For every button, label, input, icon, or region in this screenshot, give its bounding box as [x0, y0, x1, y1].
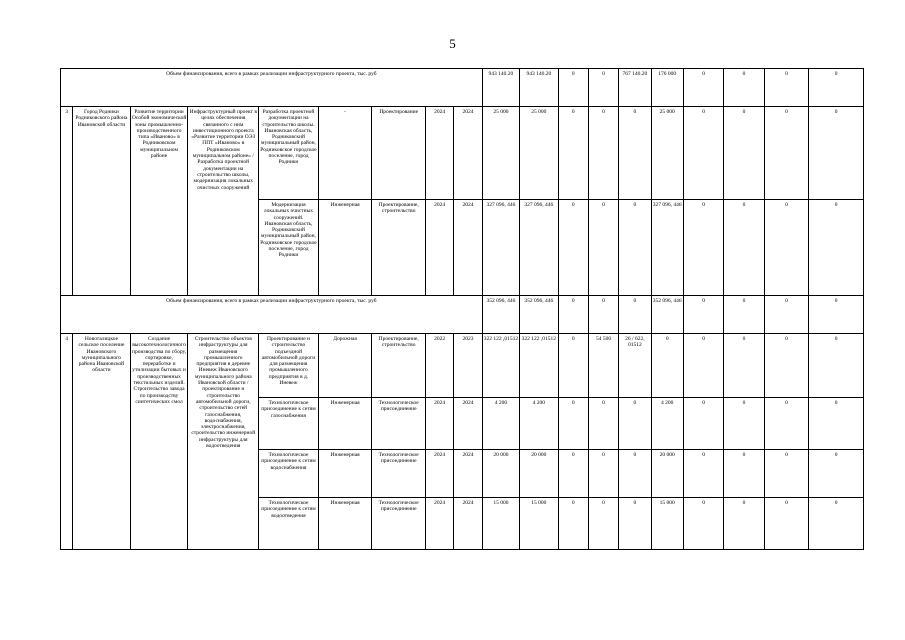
value-cell: 0 — [619, 450, 651, 498]
value-cell: 0 — [588, 200, 618, 296]
event-name-cell: Технологическое присоединение к сетям водоотведения — [259, 498, 319, 550]
value-cell: 0 — [588, 69, 618, 107]
value-cell: 0 — [588, 450, 618, 498]
value-cell: 0 — [809, 296, 864, 334]
event-name-cell: Технологическое присоединение к сетям водоснабжения — [259, 450, 319, 498]
end-year-cell: 2024 — [454, 200, 482, 296]
event-name-cell: Разработка проектной документации на строительство школы. Ивановская область, Родниковский муниципальный район, Родниковское городское поселение, город Родники — [259, 107, 319, 200]
start-year-cell: 2024 — [425, 498, 453, 550]
value-cell: 0 — [558, 334, 588, 398]
value-cell: 0 — [764, 334, 808, 398]
value-cell: 0 — [724, 200, 764, 296]
event-name-cell: Проектирование и строительство подъездной автомобильной дороги для размещения промышленного предприятия в д. Иневеж — [259, 334, 319, 398]
value-cell: 20 000 — [482, 450, 519, 498]
start-year-cell: 2024 — [425, 107, 453, 200]
event-type-cell: Инженерная — [318, 398, 372, 450]
value-cell: 0 — [724, 69, 764, 107]
value-cell: 0 — [764, 107, 808, 200]
value-cell: 4 200 — [651, 398, 683, 450]
value-cell: 0 — [558, 200, 588, 296]
value-cell: 0 — [558, 296, 588, 334]
value-cell: 0 — [809, 69, 864, 107]
value-cell: 0 — [558, 107, 588, 200]
summary-label: Объем финансирования, всего в рамках реализации инфраструктурного проекта, тыс. руб — [61, 296, 483, 334]
value-cell: 0 — [809, 398, 864, 450]
page-number: 5 — [449, 36, 456, 51]
end-year-cell: 2024 — [454, 450, 482, 498]
work-type-cell: Технологическое присоединение — [372, 498, 426, 550]
project-name-cell: Развитие территории Особой экономической зоны промышленно-производственного типа «Иваново» в Родниковском муниципальном районе — [130, 107, 188, 296]
value-cell: 54 500 — [588, 334, 618, 398]
value-cell: 0 — [724, 107, 764, 200]
event-type-cell: - — [318, 107, 372, 200]
value-cell: 0 — [558, 69, 588, 107]
table-row — [61, 107, 864, 200]
summary-row — [61, 69, 864, 107]
value-cell: 0 — [724, 450, 764, 498]
work-type-cell: Проектирование, строительство — [372, 334, 426, 398]
value-cell: 0 — [764, 296, 808, 334]
work-type-cell: Проектирование, строительство — [372, 200, 426, 296]
value-cell: 15 000 — [520, 498, 558, 550]
value-cell: 0 — [724, 334, 764, 398]
row-number: 3 — [61, 107, 73, 296]
value-cell: 0 — [683, 450, 723, 498]
work-type-cell: Технологическое присоединение — [372, 450, 426, 498]
value-cell: 0 — [764, 69, 808, 107]
value-cell: 322 122 ,01512 — [520, 334, 558, 398]
event-type-cell: Инженерная — [318, 200, 372, 296]
value-cell: 0 — [683, 334, 723, 398]
financing-table — [60, 68, 864, 550]
value-cell: 4 200 — [482, 398, 519, 450]
value-cell: 327 096, 446 — [651, 200, 683, 296]
value-cell: 0 — [588, 498, 618, 550]
start-year-cell: 2024 — [425, 398, 453, 450]
value-cell: 15 000 — [482, 498, 519, 550]
event-type-cell: Дорожная — [318, 334, 372, 398]
value-cell: 0 — [619, 200, 651, 296]
value-cell: 0 — [809, 107, 864, 200]
start-year-cell: 2024 — [425, 450, 453, 498]
value-cell: 15 000 — [651, 498, 683, 550]
end-year-cell: 2024 — [454, 498, 482, 550]
value-cell: 0 — [588, 398, 618, 450]
value-cell: 0 — [683, 296, 723, 334]
value-cell: 352 096, 446 — [482, 296, 519, 334]
value-cell: 0 — [809, 498, 864, 550]
value-cell: 0 — [809, 334, 864, 398]
value-cell: 0 — [588, 296, 618, 334]
value-cell: 0 — [724, 398, 764, 450]
table-row — [61, 334, 864, 398]
value-cell: 0 — [764, 398, 808, 450]
event-name-cell: Технологическое присоединение к сетям газоснабжения — [259, 398, 319, 450]
end-year-cell: 2024 — [454, 398, 482, 450]
value-cell: 0 — [683, 69, 723, 107]
value-cell: 0 — [809, 200, 864, 296]
value-cell: 943 140.20 — [482, 69, 519, 107]
value-cell: 0 — [558, 450, 588, 498]
event-type-cell: Инженерная — [318, 498, 372, 550]
project-name-cell: Создание высокотехнологичного производства по сбору, сортировке, переработке и утилизации бытовых и производственных текстильных изделий. Строительство завода по производству синтетических смол — [130, 334, 188, 550]
infrastructure-project-cell: Строительство объектов инфраструктуры для размещения промышленного предприятия в деревне Иневеж Ивановского муниципального района Ивановской области / проектирование и строительство автомобильной дороги, строительство сетей газоснабжения, водоснабжения, электроснабжения, строительство инженерной инфраструктуры для водоотведения — [188, 334, 259, 550]
value-cell: 0 — [724, 498, 764, 550]
value-cell: 0 — [809, 450, 864, 498]
value-cell: 0 — [764, 450, 808, 498]
value-cell: 0 — [619, 107, 651, 200]
value-cell: 26 / 622, 01512 — [619, 334, 651, 398]
value-cell: 4 200 — [520, 398, 558, 450]
end-year-cell: 2024 — [454, 107, 482, 200]
value-cell: 943 140.20 — [520, 69, 558, 107]
value-cell: 767 140.20 — [619, 69, 651, 107]
event-name-cell: Модернизация локальных очистных сооружений. Ивановская область, Родниковский муниципальный район, Родниковское городское поселение, город Родники — [259, 200, 319, 296]
value-cell: 327 096, 446 — [520, 200, 558, 296]
value-cell: 0 — [619, 398, 651, 450]
value-cell: 0 — [683, 107, 723, 200]
value-cell: 0 — [651, 334, 683, 398]
value-cell: 327 096, 446 — [482, 200, 519, 296]
summary-row — [61, 296, 864, 334]
value-cell: 0 — [619, 296, 651, 334]
start-year-cell: 2024 — [425, 200, 453, 296]
value-cell: 25 000 — [520, 107, 558, 200]
value-cell: 322 122 ,01512 — [482, 334, 519, 398]
value-cell: 0 — [683, 498, 723, 550]
municipality-cell: Новоталицкое сельское поселение Ивановского муниципального района Ивановской области — [73, 334, 131, 550]
start-year-cell: 2022 — [425, 334, 453, 398]
municipality-cell: Город Родники Родниковского района Ивановской области — [73, 107, 131, 296]
value-cell: 25 000 — [651, 107, 683, 200]
value-cell: 0 — [619, 498, 651, 550]
value-cell: 352 096, 446 — [520, 296, 558, 334]
work-type-cell: Технологическое присоединение — [372, 398, 426, 450]
value-cell: 352 096, 446 — [651, 296, 683, 334]
value-cell: 0 — [764, 498, 808, 550]
row-number: 4 — [61, 334, 73, 550]
infrastructure-project-cell: Инфраструктурный проект в целях обеспечения связанного с ним инвестиционного проекта «Развитие территории ОЭЗ ППТ «Иваново» в Родниковском муниципальном районе» / Разработка проектной документации на строительство школы, модернизация локальных очистных сооружений — [188, 107, 259, 296]
value-cell: 0 — [683, 200, 723, 296]
value-cell: 25 000 — [482, 107, 519, 200]
value-cell: 0 — [764, 200, 808, 296]
value-cell: 20 000 — [520, 450, 558, 498]
value-cell: 0 — [724, 296, 764, 334]
value-cell: 176 000 — [651, 69, 683, 107]
value-cell: 20 000 — [651, 450, 683, 498]
value-cell: 0 — [683, 398, 723, 450]
summary-label: Объем финансирования, всего в рамках реализации инфраструктурного проекта, тыс. руб — [61, 69, 483, 107]
value-cell: 0 — [558, 398, 588, 450]
work-type-cell: Проектирование — [372, 107, 426, 200]
value-cell: 0 — [588, 107, 618, 200]
value-cell: 0 — [558, 498, 588, 550]
end-year-cell: 2023 — [454, 334, 482, 398]
event-type-cell: Инженерная — [318, 450, 372, 498]
